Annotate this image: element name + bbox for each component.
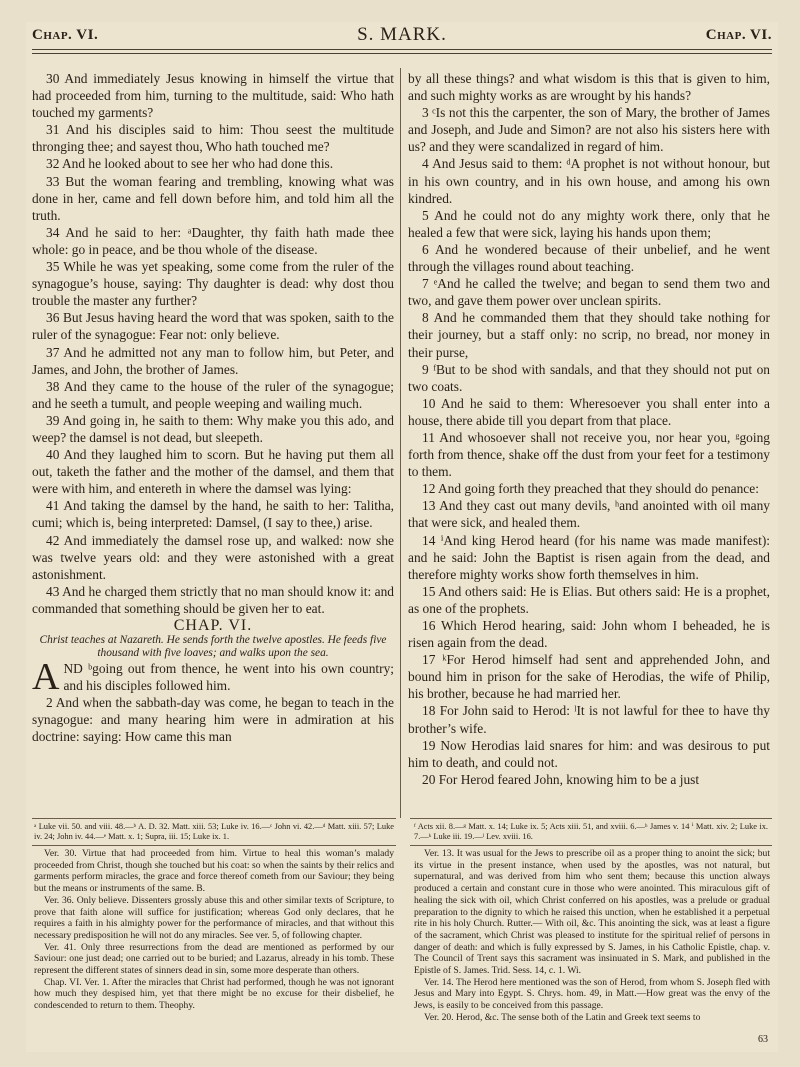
verse: 41 And taking the damsel by the hand, he saith to her: Talitha, cumi; which is, being interpreted: Damsel, (I say to thee,) arise. <box>32 498 394 531</box>
note: Ver. 13. It was usual for the Jews to prescribe oil as a proper thing to anoint the sick; but its virtue in the present instance, when used by the apostles, was not natural, but supernatural, and was derived from him who sent them; because this unction always produced a certain and constant cure in those who were anointed. This miraculous gift of healing the sick with oil, which Christ conferred on his apostles, was a prelude or gradual preparation to the dignity to which he raised this unction, when he established it a perpetual rite in his holy Church. Rutter.— With oil, &c. This anointing the sick, was at least a figure of the sacrament, which Christ was pleased to institute for the spiritual relief of persons in danger of death: and which is fully expressed by S. James, in his Catholic Epistle, chap. v. The Council of Trent says this sacrament was insinuated in S. Mark, and published in the Epistle of S. James. Trid. Sess. 14, c. 1. Wi. <box>414 848 770 977</box>
verse: 33 But the woman fearing and trembling, knowing what was done in her, came and fell down before him, and told him all the truth. <box>32 173 394 223</box>
verse: 12 And going forth they preached that they should do penance: <box>422 481 759 497</box>
note: Ver. 30. Virtue that had proceeded from him. Virtue to heal this woman’s malady proceeded from Christ, though she touched but his coat: so when the saints by their relics and garments perform miracles, the grace and force thereof cometh from our Saviour; they being but the means or instruments of the same. B. <box>34 848 394 895</box>
chapter-summary: Christ teaches at Nazareth. He sends forth the twelve apostles. He feeds five thousand with five loaves; and walks upon the sea. <box>39 634 387 660</box>
first-verse <box>32 656 394 699</box>
verse: 14 ⁱAnd king Herod heard (for his name was made manifest): and he said: John the Baptist is risen again from the dead, and therefore mighty works show forth themselves in him. <box>408 532 770 582</box>
verse: 4 And Jesus said to them: ᵈA prophet is not without honour, but in his own country, and in his own house, and among his own kindred. <box>408 156 770 206</box>
verse: 34 And he said to her: ᵃDaughter, thy faith hath made thee whole: go in peace, and be thou whole of the disease. <box>32 224 394 257</box>
commentary-left <box>34 848 394 1012</box>
page-number: 63 <box>758 1034 768 1045</box>
verse: 10 And he said to them: Wheresoever you shall enter into a house, there abide till you depart from that place. <box>408 395 770 428</box>
note: Ver. 14. The Herod here mentioned was the son of Herod, from whom S. Joseph fled with Jesus and Mary into Egypt. S. Chrys. hom. 49, in Matt.—How great was the envy of the Jews, is easily to be conceived from this passage. <box>414 976 770 1012</box>
verse: 31 And his disciples said to him: Thou seest the multitude thronging thee; and sayest thou, Who hath touched me? <box>32 122 394 155</box>
note: Ver. 20. Herod, &c. The sense both of the Latin and Greek text seems to <box>424 1011 701 1023</box>
refs-rule-right <box>410 818 772 819</box>
right-column <box>408 70 770 788</box>
verse: 38 And they came to the house of the ruler of the synagogue; and he seeth a tumult, and people weeping and wailing much. <box>32 378 394 411</box>
note: Ver. 36. Only believe. Dissenters grossly abuse this and other similar texts of Scripture, to prove that faith alone will suffice for justification; whereas God only declares, that he requires a faith in his almighty power for the performance of miracles, and that without this necessary predisposition he will not do any miracles. See ver. 5, of following chapter. <box>34 894 394 941</box>
chapter-heading: CHAP. VI. <box>173 617 253 634</box>
verse: 32 And he looked about to see her who had done this. <box>46 156 334 172</box>
verse: 6 And he wondered because of their unbelief, and he went through the villages round about teaching. <box>408 241 770 275</box>
verse: 16 Which Herod hearing, said: John whom I beheaded, he is risen again from the dead. <box>408 618 770 651</box>
verse: 9 ᶠBut to be shod with sandals, and that they should not put on two coats. <box>408 361 770 394</box>
verse: 5 And he could not do any mighty work there, only that he healed a few that were sick, laying his hands upon them; <box>408 207 770 240</box>
cross-references-left: ᵃ Luke vii. 50. and viii. 48.—ᵇ A. D. 32. Matt. xiii. 53; Luke iv. 16.—ᶜ John vi. 42.—ᵈ Matt. xiii. 57; Luke iv. 24; John iv. 44.—ᵉ Matt. x. 1; Supra, iii. 15; Luke ix. 1. <box>34 822 394 842</box>
verse: 7 ᵉAnd he called the twelve; and began to send them two and two, and gave them power over unclean spirits. <box>408 276 770 309</box>
header-rule-top <box>32 49 772 50</box>
verse: 35 While he was yet speaking, some come from the ruler of the synagogue’s house, saying: Thy daughter is dead: why dost thou trouble the master any further? <box>32 259 394 309</box>
verse: 8 And he commanded them that they should take nothing for their journey, but a staff only: no scrip, no bread, nor money in their purse, <box>408 310 770 360</box>
verse: 42 And immediately the damsel rose up, and walked: now she was twelve years old: and they were astonished with a great astonishment. <box>32 532 394 582</box>
book-page <box>26 22 778 1052</box>
refs-rule-left <box>32 818 396 819</box>
verse: 15 And others said: He is Elias. But others said: He is a prophet, as one of the prophets. <box>408 583 770 616</box>
verse: 20 For Herod feared John, knowing him to be a just <box>422 771 700 787</box>
verse: 39 And going in, he saith to them: Why make you this ado, and weep? the damsel is not dead, but sleepeth. <box>32 412 394 445</box>
verse: 13 And they cast out many devils, ʰand anointed with oil many that were sick, and healed them. <box>408 498 770 531</box>
verse: 11 And whosoever shall not receive you, nor hear you, ᵍgoing forth from thence, shake off the dust from your feet for a testimony to them. <box>408 429 770 480</box>
verse: 18 For John said to Herod: ˡIt is not lawful for thee to have thy brother’s wife. <box>408 703 770 736</box>
verse: 36 But Jesus having heard the word that was spoken, saith to the ruler of the synagogue: Fear not: only believe. <box>32 310 394 343</box>
verse: 3 ᶜIs not this the carpenter, the son of Mary, the brother of James and Joseph, and Jude and Simon? are not also his sisters here with us? and they were scandalized in regard of him. <box>408 105 770 155</box>
column-divider <box>400 68 401 818</box>
header-left: Chap. VI. <box>32 26 99 43</box>
notes-rule-right <box>410 845 772 846</box>
running-header <box>32 22 772 48</box>
commentary-right <box>414 848 770 1024</box>
header-rule-bottom <box>32 53 772 54</box>
verse: 43 And he charged them strictly that no man should know it: and commanded that something should be given her to eat. <box>32 583 394 616</box>
verse: 40 And they laughed him to scorn. But he having put them all out, taketh the father and the mother of the damsel, and them that were with him, and entereth in where the damsel was lying: <box>32 447 394 497</box>
verse: 30 And immediately Jesus knowing in himself the virtue that had proceeded from him, turning to the multitude, said: Who hath touched my garments? <box>32 71 394 121</box>
verse: by all these things? and what wisdom is this that is given to him, and such mighty works as are wrought by his hands? <box>408 71 770 104</box>
note: Chap. VI. Ver. 1. After the miracles that Christ had performed, though he was not ignorant how much they despised him, yet that there might be no excuse for their disbelief, he condescended to return to them. Theophy. <box>34 976 394 1012</box>
first-verse-text: ND ᵇgoing out from thence, he went into his own country; and his disciples followed him. <box>63 661 394 694</box>
verse: 37 And he admitted not any man to follow him, but Peter, and James, and John, the brother of James. <box>32 344 394 377</box>
verse: 2 And when the sabbath-day was come, he began to teach in the synagogue: and many hearing him were in admiration at his doctrine: saying: How came this man <box>32 695 394 745</box>
cross-references-right: ᶠ Acts xii. 8.—ᵍ Matt. x. 14; Luke ix. 5; Acts xiii. 51, and xviii. 6.—ʰ James v. 14 ⁱ Matt. xiv. 2; Luke ix. 7.—ᵏ Luke iii. 19.—ˡ Lev. xviii. 16. <box>414 822 768 842</box>
note: Ver. 41. Only three resurrections from the dead are mentioned as performed by our Saviour: one just dead; one carried out to be buried; and Lazarus, already in his tomb. These represent the different states of sinners dead in sin, some more desperate than others. <box>34 941 394 977</box>
header-title: S. MARK. <box>357 24 447 45</box>
header-right: Chap. VI. <box>705 26 772 43</box>
verse: 17 ᵏFor Herod himself had sent and apprehended John, and bound him in prison for the sake of Herodias, the wife of Philip, his brother, because he had married her. <box>408 652 770 702</box>
drop-cap: A <box>32 656 60 699</box>
verse: 19 Now Herodias laid snares for him: and was desirous to put him to death, and could not. <box>408 737 770 770</box>
left-column <box>32 70 394 746</box>
notes-rule-left <box>32 845 396 846</box>
